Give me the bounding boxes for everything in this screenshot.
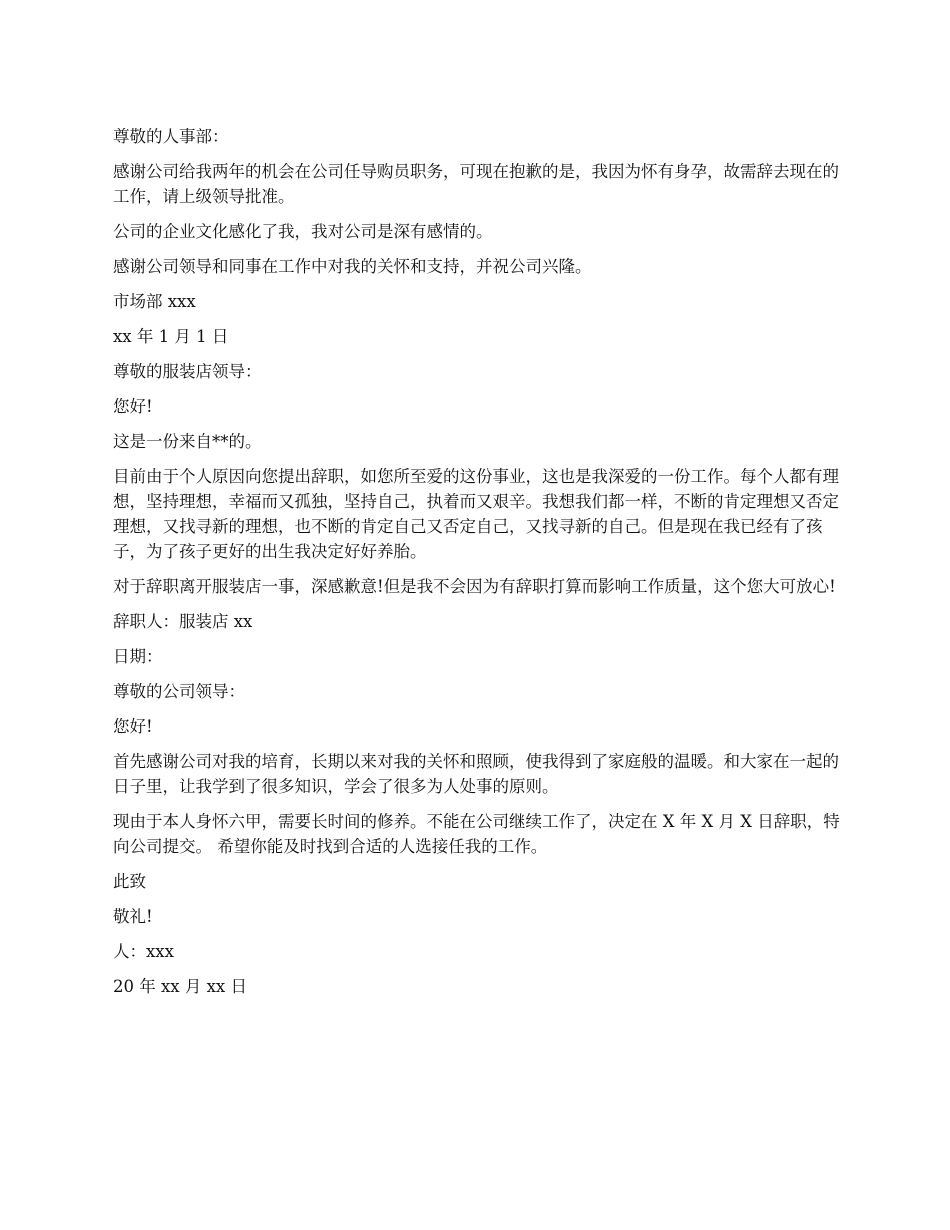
salutation-hr: 尊敬的人事部： [113,127,229,146]
greeting-1: 您好! [113,397,153,416]
date-line-1: xx 年 1 月 1 日 [113,327,229,346]
paragraph-reason: 目前由于个人原因向您提出辞职，如您所至爱的这份事业，这也是我深爱的一份工作。每个人都有理想，坚持理想，幸福而又孤独，坚持自己，执着而又艰辛。我想我们都一样，不断的肯定理想又否定理想，又找寻新的理想，也不断的肯定自己又否定自己，又找寻新的自己。但是现在我已经有了孩子，为了孩子更好的出生我决定好好养胎。 [113,467,839,561]
paragraph-thanks-position: 感谢公司给我两年的机会在公司任导购员职务，可现在抱歉的是，我因为怀有身孕，故需辞去现在的工作，请上级领导批准。 [113,162,839,206]
paragraph-apology: 对于辞职离开服装店一事，深感歉意!但是我不会因为有辞职打算而影响工作质量，这个您大可放心! [113,577,836,596]
document-body [113,124,843,1009]
closing-line-1: 此致 [113,872,146,891]
salutation-store: 尊敬的服装店领导： [113,362,262,381]
greeting-2: 您好! [113,717,153,736]
paragraph-training: 首先感谢公司对我的培育，长期以来对我的关怀和照顾，使我得到了家庭般的温暖。和大家在一起的日子里，让我学到了很多知识，学会了很多为人处事的原则。 [113,752,839,796]
paragraph-gratitude: 感谢公司领导和同事在工作中对我的关怀和支持，并祝公司兴隆。 [113,257,592,276]
date-label: 日期： [113,647,163,666]
paragraph-source: 这是一份来自**的。 [113,432,262,451]
signature-store: 辞职人：服装店 xx [113,612,253,631]
closing-line-2: 敬礼! [113,907,153,926]
salutation-company: 尊敬的公司领导： [113,682,245,701]
paragraph-culture: 公司的企业文化感化了我，我对公司是深有感情的。 [113,222,493,241]
paragraph-resignation: 现由于本人身怀六甲，需要长时间的修养。不能在公司继续工作了，决定在 X 年 X 月 X 日辞职，特向公司提交。 希望你能及时找到合适的人选接任我的工作。 [113,812,840,856]
signature-department: 市场部 xxx [113,292,196,311]
signature-person: 人：xxx [113,942,174,961]
date-line-2: 20 年 xx 月 xx 日 [113,977,247,996]
